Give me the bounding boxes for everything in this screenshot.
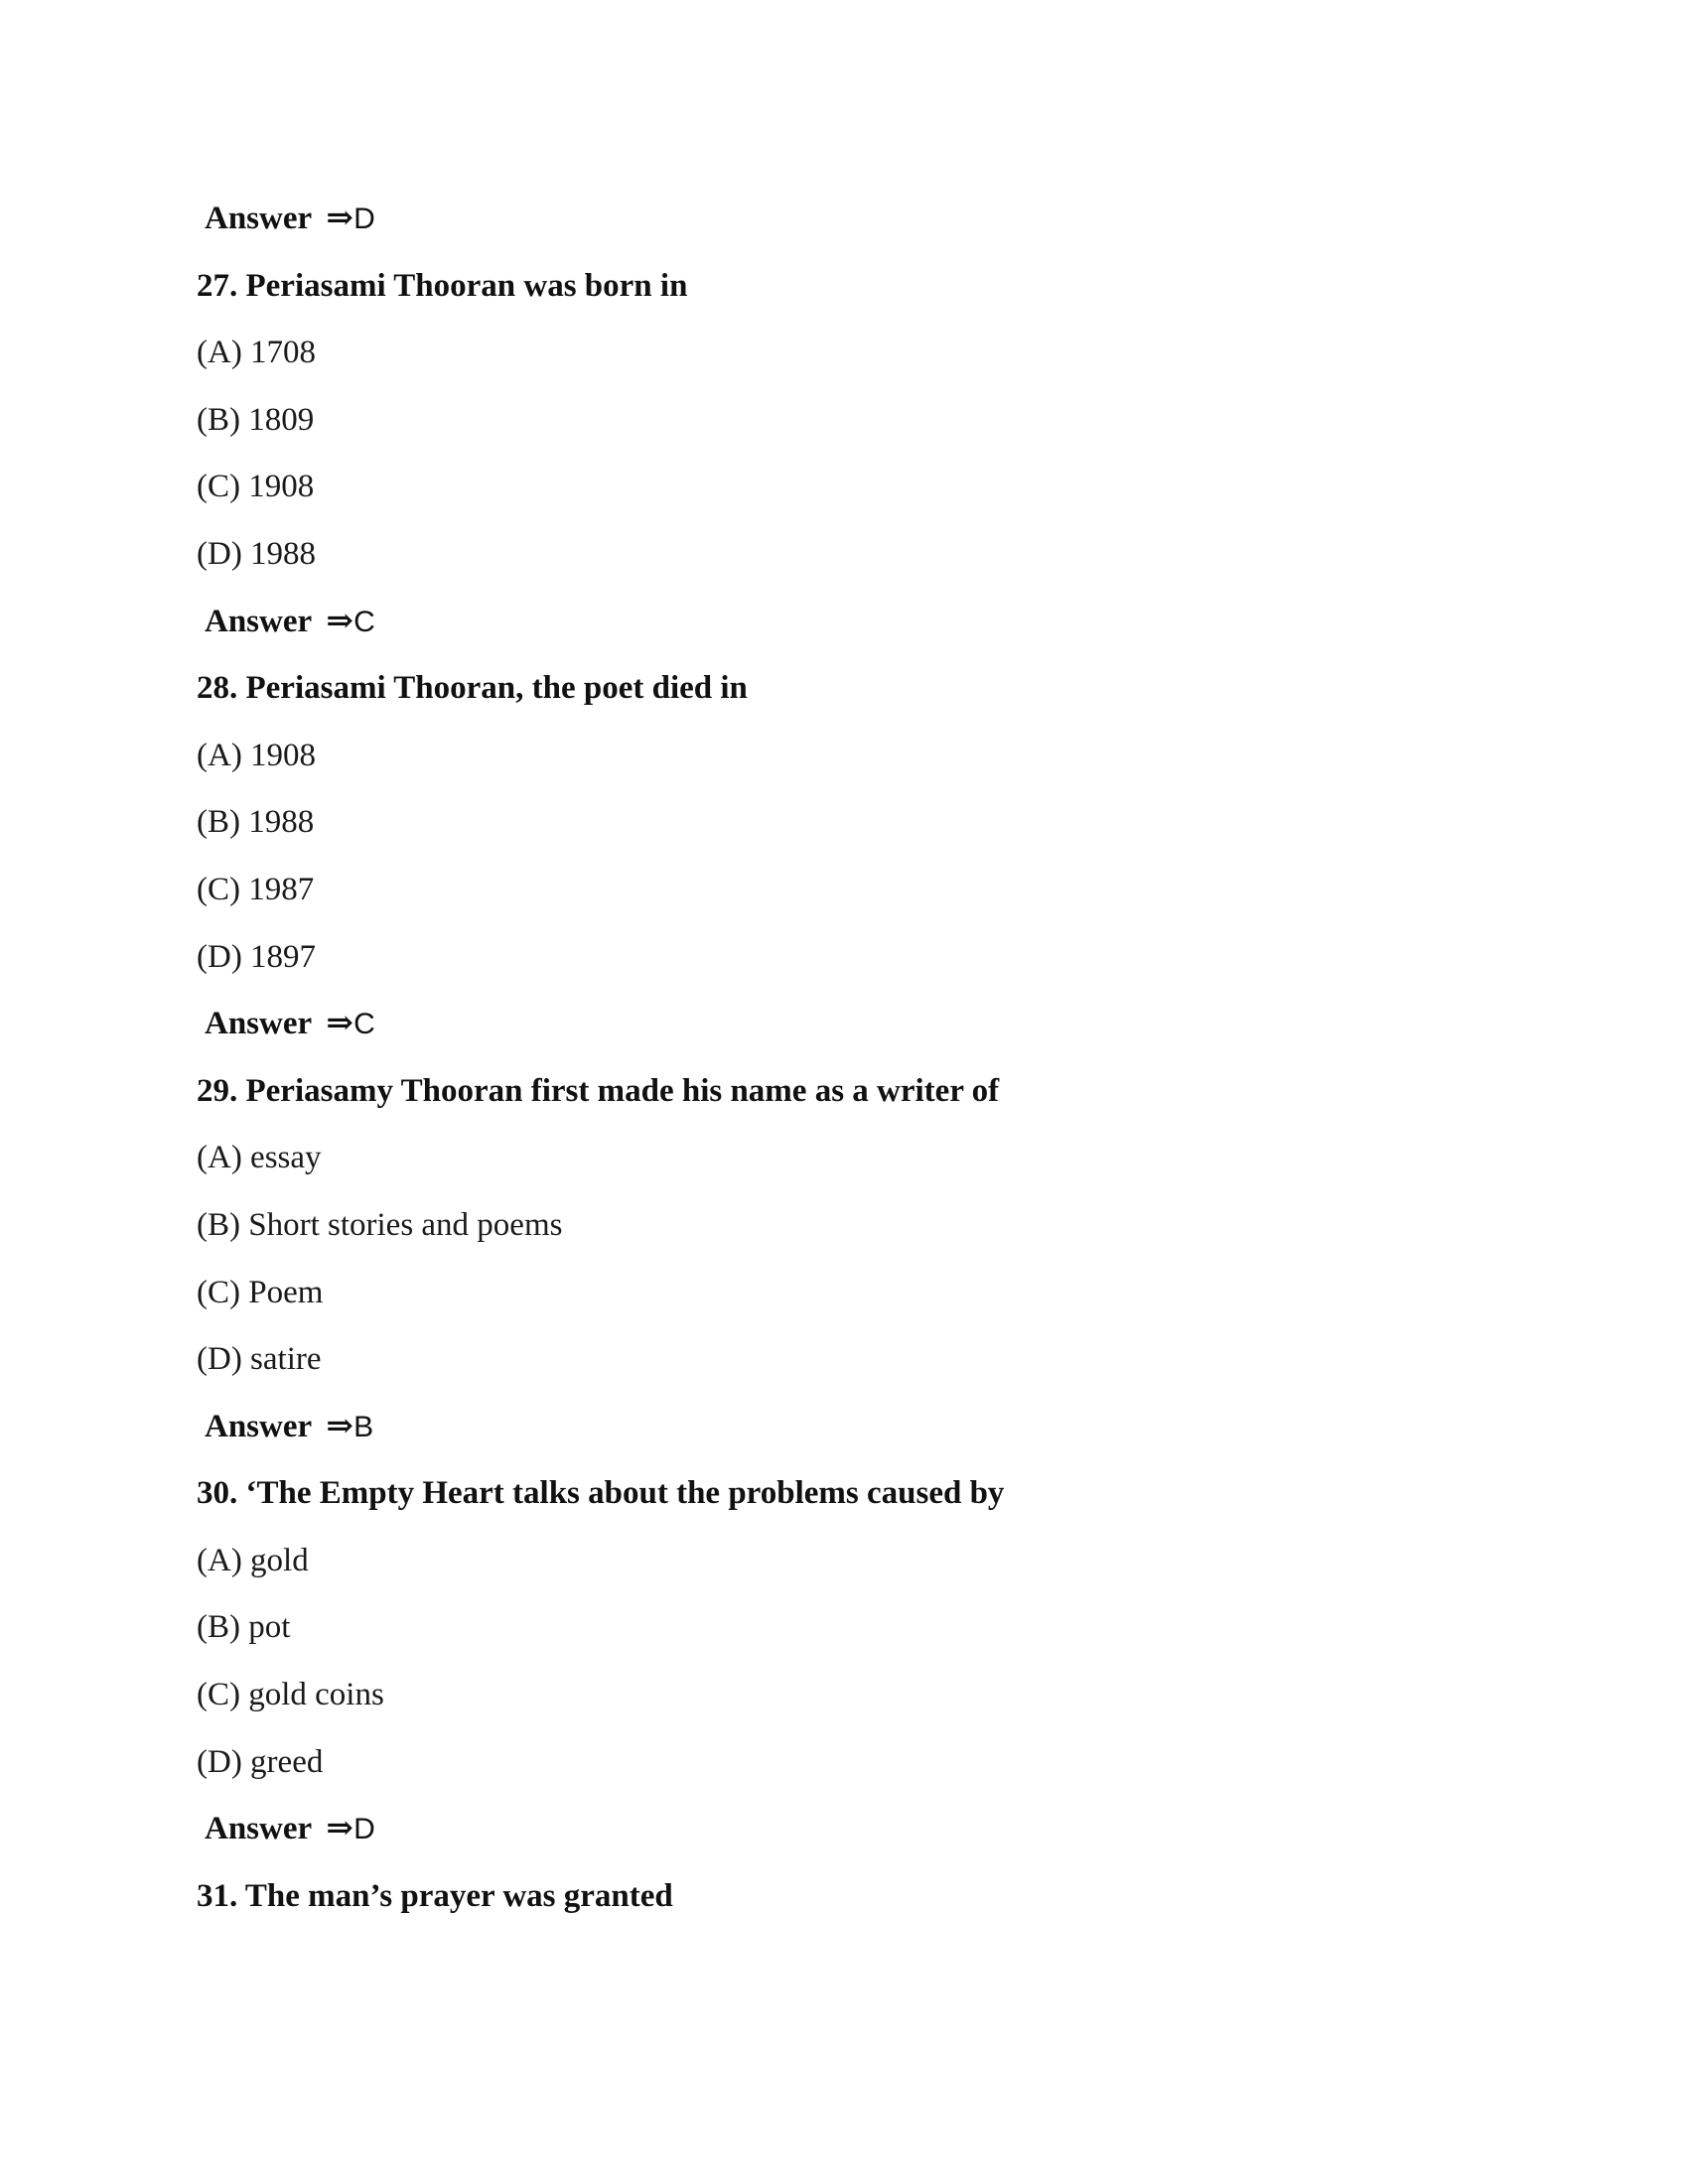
arrow-icon: ⇒ xyxy=(326,603,354,639)
question-30 xyxy=(0,1469,1688,1537)
answer-line xyxy=(0,1403,1688,1470)
document-page xyxy=(0,195,1688,1939)
arrow-icon: ⇒ xyxy=(326,1811,354,1847)
question-text: ‘The Empty Heart talks about the problems caused by xyxy=(245,1475,1005,1512)
option-a: (A) 1708 xyxy=(197,335,317,371)
answer-value: C xyxy=(353,1008,375,1041)
question-29 xyxy=(0,1067,1688,1135)
answer-label: Answer xyxy=(205,201,313,236)
question-number: 29. xyxy=(197,1072,238,1109)
option-d: (D) 1897 xyxy=(197,938,317,975)
answer-line xyxy=(0,1805,1688,1872)
answer-line xyxy=(0,195,1688,262)
question-text: Periasamy Thooran first made his name as a writer of xyxy=(245,1072,1000,1109)
question-31 xyxy=(0,1872,1688,1940)
question-number: 27. xyxy=(197,267,238,304)
option-b: (B) Short stories and poems xyxy=(197,1206,563,1243)
option-c: (C) gold coins xyxy=(197,1677,384,1713)
option-b: (B) 1809 xyxy=(197,401,315,438)
option-b: (B) pot xyxy=(197,1609,291,1646)
question-text: The man’s prayer was granted xyxy=(244,1877,673,1914)
option-a: (A) essay xyxy=(197,1140,322,1176)
answer-value: C xyxy=(353,605,375,638)
question-28 xyxy=(0,664,1688,732)
answer-value: D xyxy=(353,1813,375,1846)
answer-label: Answer xyxy=(205,603,313,639)
option-c: (C) 1987 xyxy=(197,871,315,907)
option-d: (D) satire xyxy=(197,1341,322,1378)
option-a: (A) 1908 xyxy=(197,737,317,773)
question-27 xyxy=(0,262,1688,330)
answer-value: B xyxy=(353,1410,374,1443)
arrow-icon: ⇒ xyxy=(326,201,354,236)
option-d: (D) greed xyxy=(197,1743,324,1780)
question-number: 28. xyxy=(197,670,238,707)
answer-line xyxy=(0,598,1688,665)
option-c: (C) Poem xyxy=(197,1274,324,1310)
question-number: 30. xyxy=(197,1475,238,1512)
answer-label: Answer xyxy=(205,1811,313,1847)
option-b: (B) 1988 xyxy=(197,804,315,841)
option-a: (A) gold xyxy=(197,1542,309,1578)
arrow-icon: ⇒ xyxy=(326,1006,354,1042)
option-c: (C) 1908 xyxy=(197,469,315,505)
question-text: Periasami Thooran was born in xyxy=(245,267,688,304)
answer-label: Answer xyxy=(205,1006,313,1042)
question-number: 31. xyxy=(197,1877,238,1914)
answer-line xyxy=(0,1000,1688,1067)
question-text: Periasami Thooran, the poet died in xyxy=(245,670,748,707)
option-d: (D) 1988 xyxy=(197,535,317,572)
arrow-icon: ⇒ xyxy=(326,1408,354,1444)
answer-value: D xyxy=(353,203,375,235)
answer-label: Answer xyxy=(205,1408,313,1444)
